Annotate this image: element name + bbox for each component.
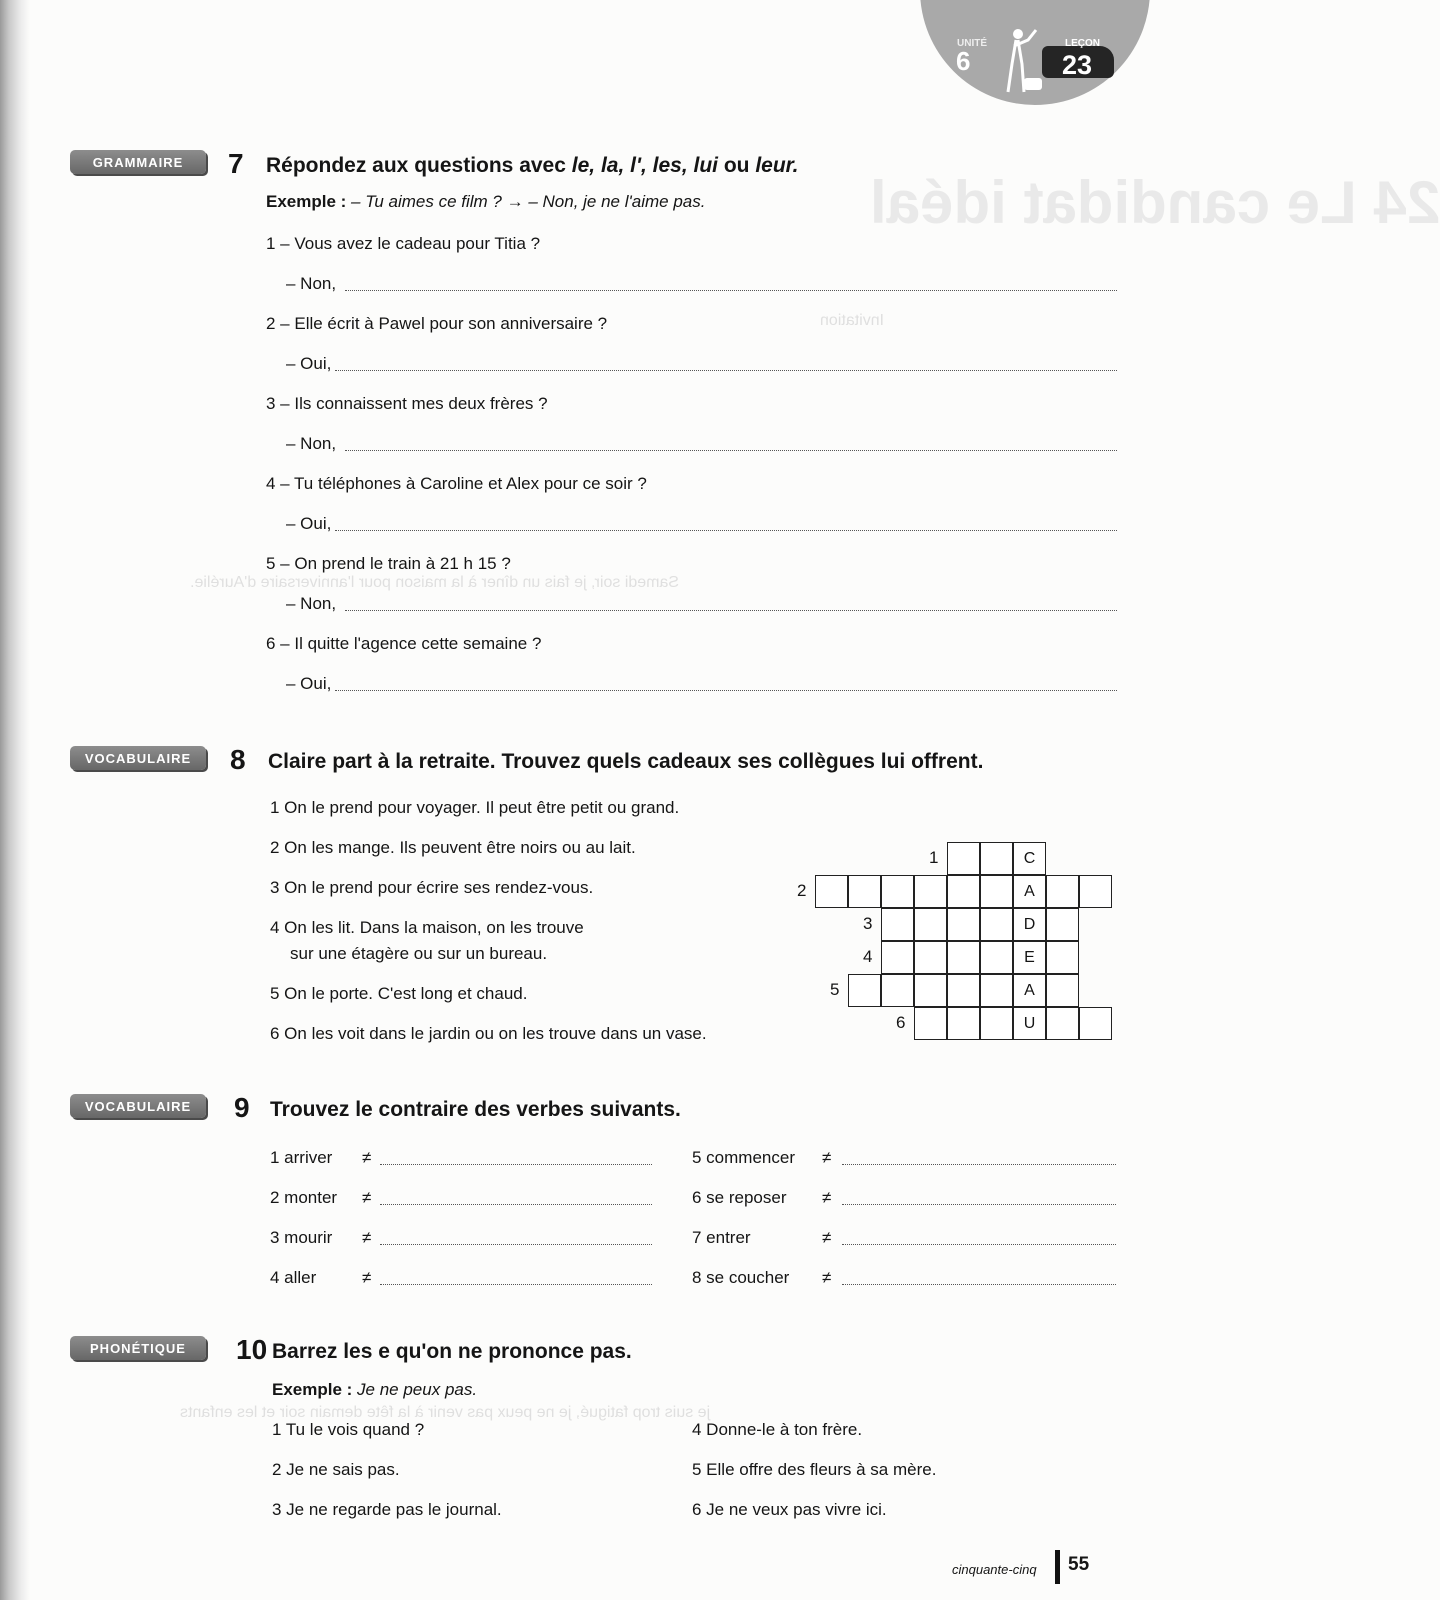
grid-number: 5 xyxy=(830,980,840,999)
grid-number: 3 xyxy=(863,914,873,933)
verb-item: 2 monter xyxy=(270,1188,338,1207)
grid-cell-given: D xyxy=(1013,908,1046,941)
section-tag-grammaire: GRAMMAIRE xyxy=(70,150,206,174)
answer-prefix: – Oui, xyxy=(286,674,332,693)
answer-prefix: – Oui, xyxy=(286,514,332,533)
exercise-number: 7 xyxy=(228,148,244,179)
lesson-number: 23 xyxy=(1062,50,1093,80)
grid-cell-given: U xyxy=(1013,1007,1046,1040)
answer-line[interactable] xyxy=(335,530,1117,531)
answer-line[interactable] xyxy=(345,450,1117,451)
grid-cell[interactable] xyxy=(980,875,1013,908)
question: 6 – Il quitte l'agence cette semaine ? xyxy=(266,634,542,653)
example: Exemple : Je ne peux pas. xyxy=(272,1380,478,1399)
question: 1 – Vous avez le cadeau pour Titia ? xyxy=(266,234,541,253)
not-equal-sign: ≠ xyxy=(362,1268,372,1287)
exercise-number: 9 xyxy=(234,1092,250,1123)
scan-shadow xyxy=(0,0,30,1600)
answer-line[interactable] xyxy=(380,1164,652,1165)
not-equal-sign: ≠ xyxy=(362,1188,372,1207)
grid-number: 1 xyxy=(929,848,939,867)
answer-line[interactable] xyxy=(380,1284,652,1285)
verb-item: 4 aller xyxy=(270,1268,317,1287)
verb-item: 1 arriver xyxy=(270,1148,333,1167)
grid-cell[interactable] xyxy=(848,974,881,1007)
answer-prefix: – Non, xyxy=(286,434,337,453)
verb-item: 5 commencer xyxy=(692,1148,795,1167)
grid-cell-given: E xyxy=(1013,941,1046,974)
grid-cell[interactable] xyxy=(947,842,980,875)
show-through: je suis trop fatigué, je ne peux pas venir à la fête demain soir et les enfants xyxy=(180,1404,711,1421)
grid-cell[interactable] xyxy=(947,875,980,908)
clue-continuation: sur une étagère ou sur un bureau. xyxy=(290,944,548,963)
grid-cell-given: A xyxy=(1013,974,1046,1007)
grid-cell[interactable] xyxy=(947,974,980,1007)
unit-number: 6 xyxy=(956,46,971,76)
answer-line[interactable] xyxy=(345,290,1117,291)
verb-item: 8 se coucher xyxy=(692,1268,790,1287)
grid-cell[interactable] xyxy=(980,908,1013,941)
clue: 2 On les mange. Ils peuvent être noirs ou au lait. xyxy=(270,838,636,857)
grid-cell[interactable] xyxy=(881,908,914,941)
grid-cell[interactable] xyxy=(947,908,980,941)
grid-cell-given: A xyxy=(1013,875,1046,908)
grid-cell[interactable] xyxy=(980,1007,1013,1040)
exercise-number: 10 xyxy=(236,1334,268,1365)
clue: 5 On le porte. C'est long et chaud. xyxy=(270,984,528,1003)
answer-line[interactable] xyxy=(335,690,1117,691)
answer-prefix: – Non, xyxy=(286,594,337,613)
grid-cell[interactable] xyxy=(914,974,947,1007)
sentence-item: 6 Je ne veux pas vivre ici. xyxy=(692,1500,887,1519)
grid-cell[interactable] xyxy=(881,974,914,1007)
answer-line[interactable] xyxy=(842,1164,1116,1165)
grid-cell-given: C xyxy=(1013,842,1046,875)
answer-line[interactable] xyxy=(380,1244,652,1245)
answer-line[interactable] xyxy=(380,1204,652,1205)
grid-cell[interactable] xyxy=(914,875,947,908)
sentence-item: 2 Je ne sais pas. xyxy=(272,1460,400,1479)
grid-cell[interactable] xyxy=(947,1007,980,1040)
page-number: 55 xyxy=(1068,1554,1090,1575)
grid-cell[interactable] xyxy=(980,974,1013,1007)
traveler-icon xyxy=(1002,26,1046,96)
grid-cell[interactable] xyxy=(1046,974,1079,1007)
grid-cell[interactable] xyxy=(980,941,1013,974)
not-equal-sign: ≠ xyxy=(822,1148,832,1167)
question: 3 – Ils connaissent mes deux frères ? xyxy=(266,394,548,413)
answer-line[interactable] xyxy=(842,1204,1116,1205)
grid-number: 6 xyxy=(896,1013,906,1032)
grid-cell[interactable] xyxy=(1046,908,1079,941)
question: 5 – On prend le train à 21 h 15 ? xyxy=(266,554,511,573)
not-equal-sign: ≠ xyxy=(822,1228,832,1247)
sentence-item: 1 Tu le vois quand ? xyxy=(272,1420,425,1439)
exercise-title: Claire part à la retraite. Trouvez quels cadeaux ses collègues lui offrent. xyxy=(268,750,984,773)
grid-number: 2 xyxy=(797,881,807,900)
not-equal-sign: ≠ xyxy=(362,1228,372,1247)
lesson-label: LEÇON xyxy=(1065,38,1100,49)
show-through: 24 Le candidat idéal xyxy=(870,169,1440,236)
clue: 3 On le prend pour écrire ses rendez-vous. xyxy=(270,878,594,897)
grid-cell[interactable] xyxy=(914,941,947,974)
show-through: Samedi soir, je fais un dîner à la maison pour l'anniversaire d'Aurélie. xyxy=(190,574,680,591)
exercise-title: Trouvez le contraire des verbes suivants. xyxy=(270,1098,681,1121)
section-tag-phonetique: PHONÉTIQUE xyxy=(70,1336,206,1360)
not-equal-sign: ≠ xyxy=(822,1268,832,1287)
grid-number: 4 xyxy=(863,947,873,966)
grid-cell[interactable] xyxy=(980,842,1013,875)
not-equal-sign: ≠ xyxy=(362,1148,372,1167)
example: Exemple : – Tu aimes ce film ? → – Non, je ne l'aime pas. xyxy=(266,192,706,211)
section-tag-vocabulaire: VOCABULAIRE xyxy=(70,1094,206,1118)
sentence-item: 3 Je ne regarde pas le journal. xyxy=(272,1500,502,1519)
grid-cell[interactable] xyxy=(1046,941,1079,974)
clue: 6 On les voit dans le jardin ou on les trouve dans un vase. xyxy=(270,1024,707,1043)
grid-cell[interactable] xyxy=(947,941,980,974)
unit-label: UNITÉ xyxy=(957,38,987,49)
answer-prefix: – Oui, xyxy=(286,354,332,373)
grid-cell[interactable] xyxy=(815,875,848,908)
verb-item: 7 entrer xyxy=(692,1228,751,1247)
grid-cell[interactable] xyxy=(1046,875,1079,908)
verb-item: 3 mourir xyxy=(270,1228,333,1247)
grid-cell[interactable] xyxy=(914,1007,947,1040)
answer-prefix: – Non, xyxy=(286,274,337,293)
grid-cell[interactable] xyxy=(1046,1007,1079,1040)
answer-line[interactable] xyxy=(335,370,1117,371)
exercise-title: Barrez les e qu'on ne prononce pas. xyxy=(272,1340,632,1363)
page-number-words: cinquante-cinq xyxy=(952,1562,1037,1577)
clue: 1 On le prend pour voyager. Il peut être petit ou grand. xyxy=(270,798,680,817)
answer-line[interactable] xyxy=(842,1244,1116,1245)
question: 2 – Elle écrit à Pawel pour son anniversaire ? xyxy=(266,314,608,333)
exercise-title: Répondez aux questions avec le, la, l', les, lui ou leur. xyxy=(266,154,799,177)
grid-cell[interactable] xyxy=(848,875,881,908)
section-tag-vocabulaire: VOCABULAIRE xyxy=(70,746,206,770)
grid-cell[interactable] xyxy=(914,908,947,941)
footer-divider xyxy=(1055,1550,1060,1584)
not-equal-sign: ≠ xyxy=(822,1188,832,1207)
verb-item: 6 se reposer xyxy=(692,1188,787,1207)
grid-cell[interactable] xyxy=(1079,875,1112,908)
show-through: Invitation xyxy=(820,312,885,329)
clue: 4 On les lit. Dans la maison, on les trouve xyxy=(270,918,584,937)
unit-lesson-badge xyxy=(920,0,1180,108)
grid-cell[interactable] xyxy=(881,941,914,974)
answer-line[interactable] xyxy=(345,610,1117,611)
exercise-number: 8 xyxy=(230,744,246,775)
sentence-item: 5 Elle offre des fleurs à sa mère. xyxy=(692,1460,937,1479)
grid-cell[interactable] xyxy=(881,875,914,908)
grid-cell[interactable] xyxy=(1079,1007,1112,1040)
question: 4 – Tu téléphones à Caroline et Alex pour ce soir ? xyxy=(266,474,647,493)
sentence-item: 4 Donne-le à ton frère. xyxy=(692,1420,863,1439)
answer-line[interactable] xyxy=(842,1284,1116,1285)
